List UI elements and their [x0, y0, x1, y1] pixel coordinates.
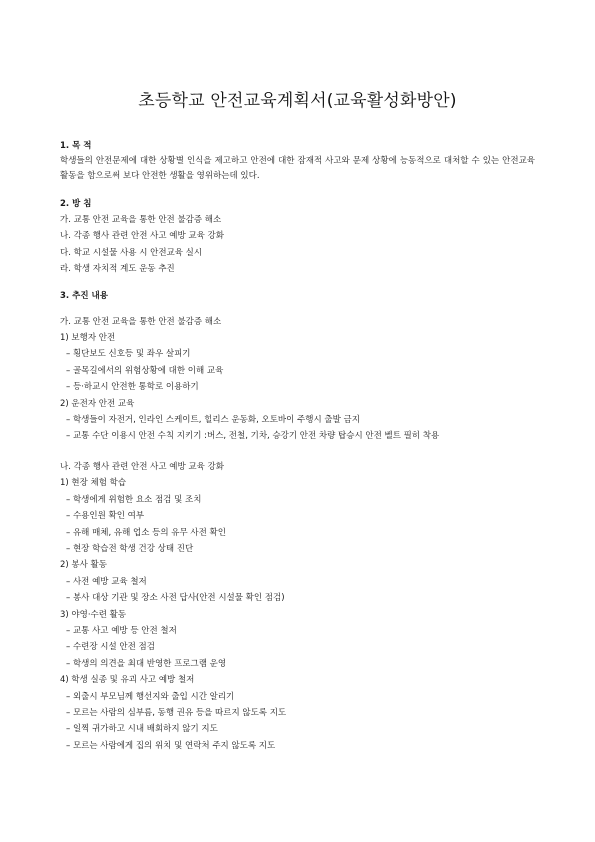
policy-item: 나. 각종 행사 관련 안전 사고 예방 교육 강화	[60, 231, 224, 242]
section-policy	[60, 198, 535, 278]
content-part-b	[60, 459, 535, 754]
list-item: – 모르는 사람의 심부름, 동행 권유 등을 따르지 않도록 지도	[66, 707, 287, 718]
list-item: – 등·하교시 안전한 통학로 이용하기	[66, 382, 199, 393]
section-heading-policy: 2. 방 침	[60, 199, 92, 209]
section-heading-purpose: 1. 목 적	[60, 141, 92, 151]
policy-item: 가. 교통 안전 교육을 통한 안전 불감증 해소	[60, 215, 222, 225]
list-item: – 골목길에서의 위험상황에 대한 이해 교육	[66, 365, 224, 376]
list-item: – 교통 수단 이용시 안전 수칙 지키기 :버스, 전철, 기차, 승강기 안전 차량 탑승시 안전 벨트 필히 착용	[66, 431, 440, 442]
list-item: – 유해 매체, 유해 업소 등의 유무 사전 확인	[66, 527, 226, 538]
list-item: – 봉사 대상 기관 및 장소 사전 답사(안전 시설물 확인 점검)	[66, 593, 285, 604]
subsection-title: 2) 봉사 활동	[60, 560, 107, 571]
subsection-title: 3) 야영·수련 활동	[60, 609, 127, 620]
section-content	[60, 290, 535, 755]
subsection-title: 1) 보행자 안전	[60, 333, 116, 344]
purpose-text: 학생들의 안전문제에 대한 상황별 인식을 제고하고 안전에 대한 잠재적 사고와 문제 상황에 능동적으로 대처할 수 있는 안전교육 활동을 함으로써 보다 안전한 생활을 영위하는데 있다.	[60, 156, 535, 181]
list-item: – 학생들이 자전거, 인라인 스케이트, 힐리스 운동화, 오토바이 주행시 출발 금지	[66, 415, 360, 426]
list-item: – 학생의 의견을 최대 반영한 프로그램 운영	[66, 658, 227, 669]
section-purpose	[60, 140, 535, 184]
subsection-title: 1) 현장 체험 학습	[60, 478, 127, 489]
list-item: – 외출시 부모님께 행선지와 출입 시간 알리기	[66, 691, 235, 702]
list-item: – 모르는 사람에게 집의 위치 및 연락처 주지 않도록 지도	[66, 740, 276, 751]
list-item: – 수련장 시설 안전 점검	[66, 642, 155, 653]
list-item: – 일찍 귀가하고 시내 배회하지 않기 지도	[66, 724, 218, 735]
part-title: 나. 각종 행사 관련 안전 사고 예방 교육 강화	[60, 461, 224, 472]
list-item: – 사전 예방 교육 철저	[66, 576, 147, 587]
content-part-a	[60, 314, 535, 445]
document-title: 초등학교 안전교육계획서(교육활성화방안)	[138, 91, 457, 111]
list-item: – 횡단보도 신호등 및 좌우 살피기	[66, 349, 191, 360]
subsection-title: 2) 운전자 안전 교육	[60, 398, 135, 409]
list-item: – 교통 사고 예방 등 안전 철저	[66, 625, 177, 636]
list-item: – 학생에게 위험한 요소 점검 및 조치	[66, 494, 202, 505]
list-item: – 수용인원 확인 여부	[66, 511, 145, 522]
policy-item: 라. 학생 자치적 계도 운동 추진	[60, 264, 175, 275]
subsection-title: 4) 학생 실종 및 유괴 사고 예방 철저	[60, 675, 195, 686]
section-heading-content: 3. 추진 내용	[60, 290, 108, 301]
policy-item: 다. 학교 시설물 사용 시 안전교육 실시	[60, 247, 203, 258]
list-item: – 현장 학습전 학생 건강 상태 진단	[66, 543, 194, 554]
part-title: 가. 교통 안전 교육을 통한 안전 불감증 해소	[60, 316, 222, 327]
document-body	[60, 140, 535, 754]
